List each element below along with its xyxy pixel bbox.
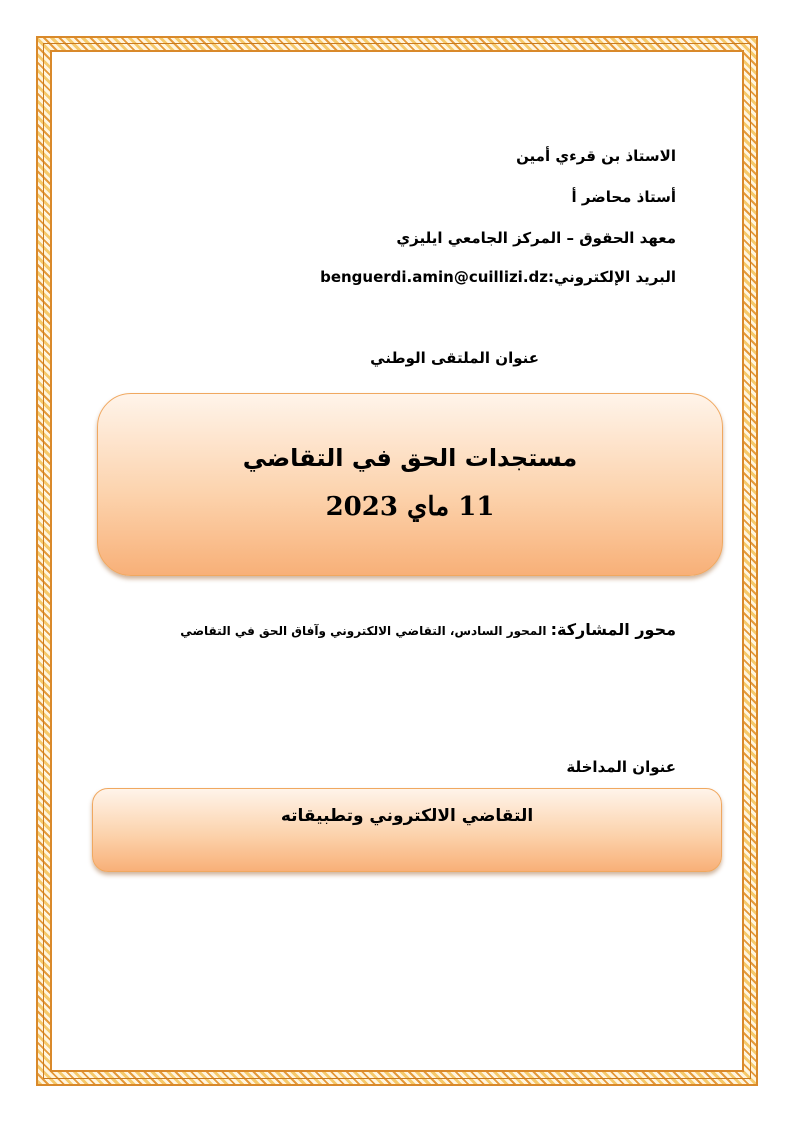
author-institution: معهد الحقوق – المركز الجامعي ايليزي — [396, 229, 676, 247]
intervention-title-box — [92, 788, 722, 872]
author-email-line — [320, 268, 676, 286]
conference-title-box — [97, 393, 723, 576]
conference-heading: عنوان الملتقى الوطني — [370, 349, 539, 367]
author-name: الاستاذ بن قرءي أمين — [516, 147, 676, 165]
conference-date: 11 ماي 2023 — [325, 492, 495, 522]
intervention-heading: عنوان المداخلة — [566, 758, 676, 776]
intervention-title: التقاضي الالكتروني وتطبيقاته — [280, 806, 534, 826]
participation-axis — [180, 620, 676, 639]
email-label: البريد الإلكتروني: — [548, 268, 676, 286]
author-rank: أستاذ محاضر أ — [571, 188, 676, 206]
participation-label: محور المشاركة: — [550, 620, 676, 639]
participation-text: المحور السادس، التقاضي الالكتروني وآفاق الحق في التقاضي — [180, 624, 551, 638]
email-address: benguerdi.amin@cuillizi.dz — [320, 268, 548, 286]
conference-title: مستجدات الحق في التقاضي — [242, 444, 578, 472]
